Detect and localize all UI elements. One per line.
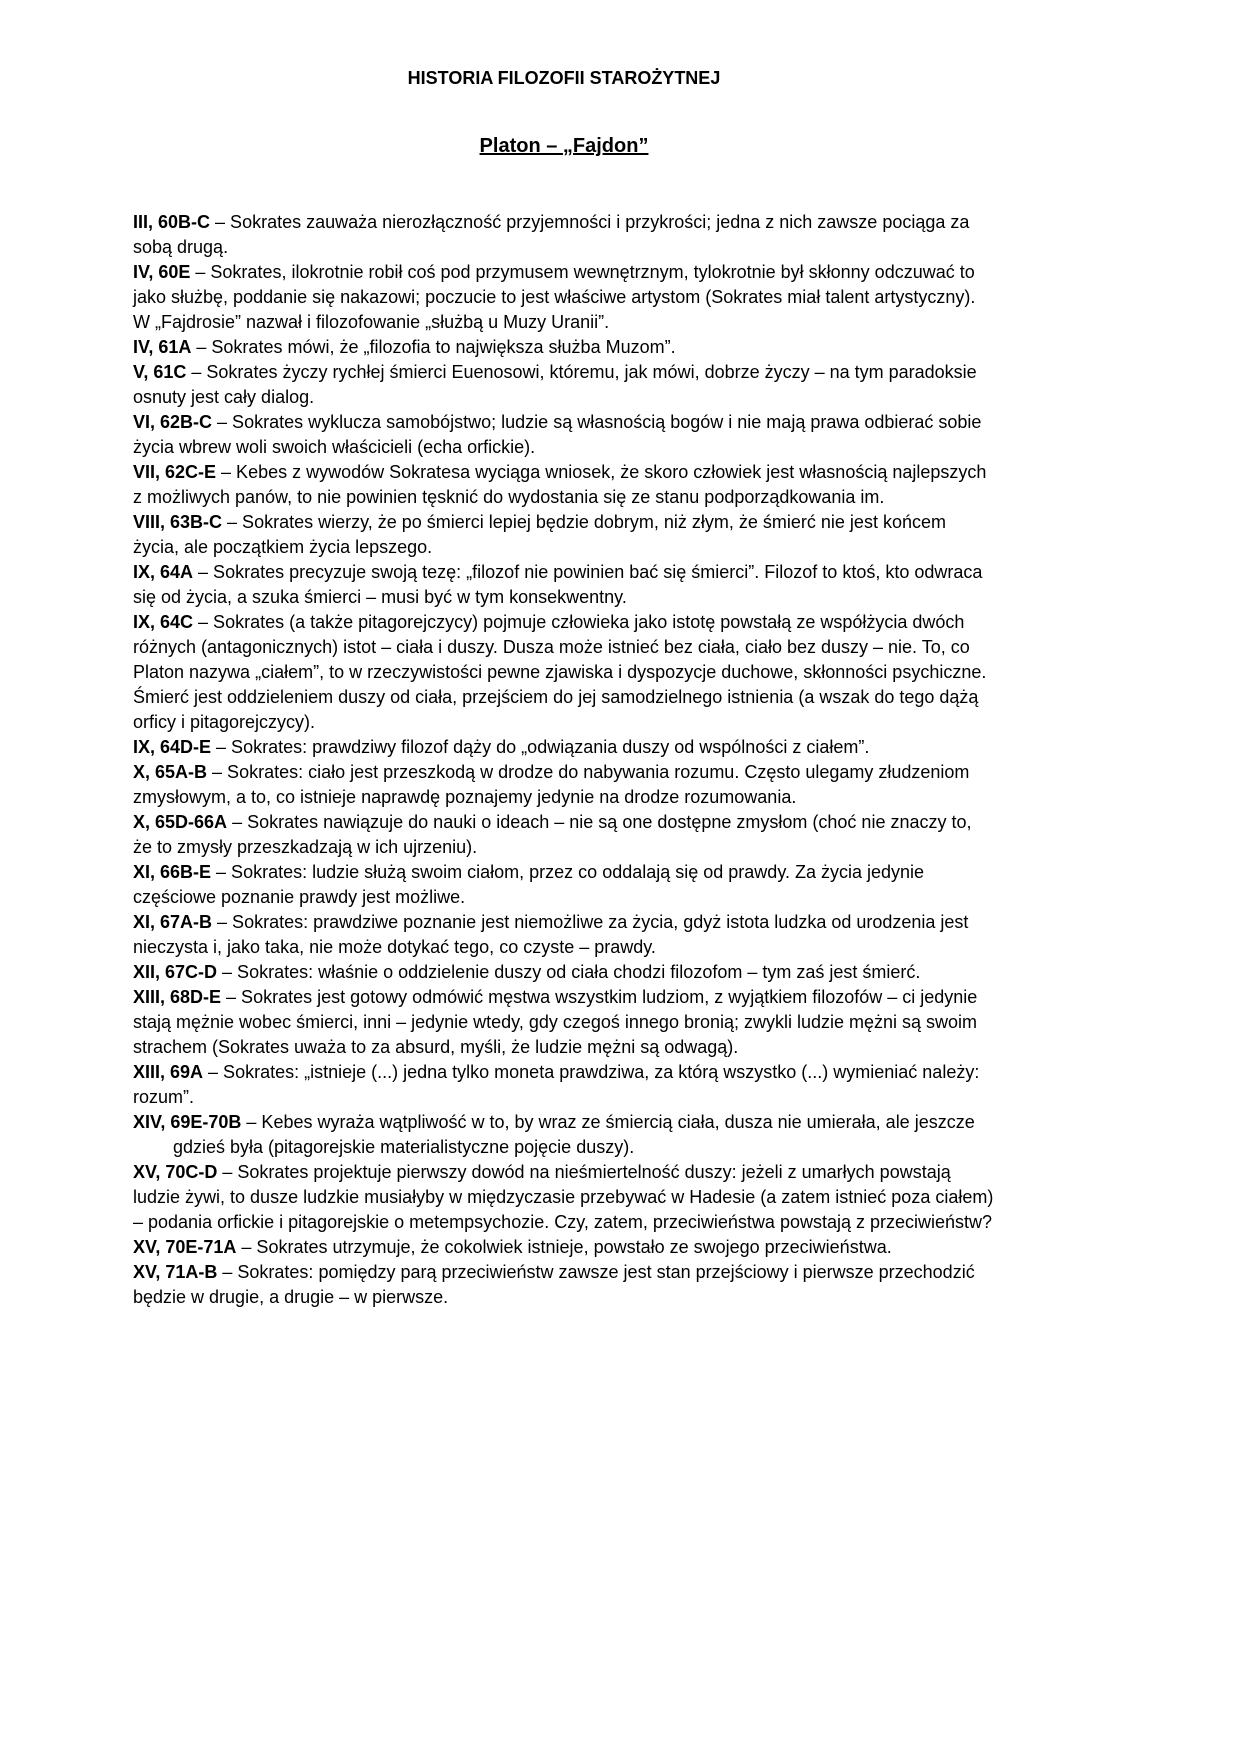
entry-ref: XIII, 69A <box>133 1062 204 1082</box>
entry-ref: VII, 62C-E <box>133 462 217 482</box>
entry-text: – Kebes wyraża wątpliwość w to, by wraz ze śmiercią ciała, dusza nie umierała, ale jeszcze gdzieś była (pitagorejskie materialistyczne pojęcie duszy). <box>173 1112 975 1157</box>
entry-ref: X, 65D-66A <box>133 812 228 832</box>
entry <box>133 260 995 335</box>
entry <box>133 760 995 810</box>
entry <box>133 1235 995 1260</box>
entry-ref: X, 65A-B <box>133 762 208 782</box>
entry-text: – Sokrates zauważa nierozłączność przyjemności i przykrości; jedna z nich zawsze pociąga za sobą drugą. <box>133 212 970 257</box>
document-header: HISTORIA FILOZOFII STAROŻYTNEJ <box>407 68 721 88</box>
entry <box>133 735 995 760</box>
entry-text: – Sokrates wierzy, że po śmierci lepiej będzie dobrym, niż złym, że śmierć nie jest końcem życia, ale początkiem życia lepszego. <box>133 512 946 557</box>
entry <box>133 810 995 860</box>
entry <box>133 1160 995 1235</box>
entry <box>133 560 995 610</box>
entry-ref: XV, 70C-D <box>133 1162 218 1182</box>
entry-text: – Kebes z wywodów Sokratesa wyciąga wniosek, że skoro człowiek jest własnością najlepszych z możliwych panów, to nie powinien tęsknić do wydostania się ze stanu podporządkowania im. <box>133 462 987 507</box>
entry <box>133 1260 995 1310</box>
entry <box>133 460 995 510</box>
entry-text: – Sokrates życzy rychłej śmierci Euenosowi, któremu, jak mówi, dobrze życzy – na tym paradoksie osnuty jest cały dialog. <box>133 362 977 407</box>
entry-ref: XI, 66B-E <box>133 862 212 882</box>
entry-text: – Sokrates (a także pitagorejczycy) pojmuje człowieka jako istotę powstałą ze współżycia dwóch różnych (antagonicznych) istot – ciała i duszy. Dusza może istnieć bez ciała, ciało bez duszy – nie. To, co Platon nazywa „ciałem”, to w rzeczywistości pewne zjawiska i dyspozycje duchowe, skłonności psychiczne. Śmierć jest oddzieleniem duszy od ciała, przejściem do jej samodzielnego istnienia (a wszak do tego dążą orficy i pitagorejczycy). <box>133 612 987 732</box>
entry <box>133 610 995 735</box>
entry-ref: IX, 64A <box>133 562 194 582</box>
entry-text: – Sokrates projektuje pierwszy dowód na nieśmiertelność duszy: jeżeli z umarłych powstają ludzie żywi, to dusze ludzkie musiałyby w międzyczasie przebywać w Hadesie (a zatem istnieć poza ciałem) – podania orfickie i pitagorejskie o metempsychozie. Czy, zatem, przeciwieństwa powstają z przeciwieństw? <box>133 1162 994 1232</box>
entry <box>133 210 995 260</box>
entry <box>133 510 995 560</box>
entry <box>133 335 995 360</box>
page-title: Platon – „Fajdon” <box>479 135 649 157</box>
entry-ref: III, 60B-C <box>133 212 211 232</box>
entry <box>133 960 995 985</box>
entry-text: – Sokrates wyklucza samobójstwo; ludzie są własnością bogów i nie mają prawa odbierać sobie życia wbrew woli swoich właścicieli (echa orfickie). <box>133 412 982 457</box>
entry-text: – Sokrates: ludzie służą swoim ciałom, przez co oddalają się od prawdy. Za życia jedynie częściowe poznanie prawdy jest możliwe. <box>133 862 925 907</box>
entry-text: – Sokrates: prawdziwe poznanie jest niemożliwe za życia, gdyż istota ludzka od urodzenia jest nieczysta i, jako taka, nie może dotykać tego, co czyste – prawdy. <box>133 912 969 957</box>
entry-ref: IX, 64D-E <box>133 737 212 757</box>
entry-ref: XI, 67A-B <box>133 912 213 932</box>
entry-ref: V, 61C <box>133 362 187 382</box>
entry-ref: IV, 60E <box>133 262 191 282</box>
entry-text: – Sokrates, ilokrotnie robił coś pod przymusem wewnętrznym, tylokrotnie był skłonny odczuwać to jako służbę, poddanie się nakazowi; poczucie to jest właściwe artystom (Sokrates miał talent artystyczny). W „Fajdrosie” nazwał i filozofowanie „służbą u Muzy Uranii”. <box>133 262 976 332</box>
entry-ref: XII, 67C-D <box>133 962 218 982</box>
entry-text: – Sokrates jest gotowy odmówić męstwa wszystkim ludziom, z wyjątkiem filozofów – ci jedynie stają mężnie wobec śmierci, inni – jedynie wtedy, gdy czegoś innego bronią; zwykli ludzie mężni są swoim strachem (Sokrates uważa to za absurd, myśli, że ludzie mężni są odwagą). <box>133 987 978 1057</box>
entry-ref: XV, 70E-71A <box>133 1237 237 1257</box>
entry-ref: IV, 61A <box>133 337 192 357</box>
entry-text: – Sokrates: pomiędzy parą przeciwieństw zawsze jest stan przejściowy i pierwsze przechodzić będzie w drugie, a drugie – w pierwsze. <box>133 1262 975 1307</box>
entry <box>133 410 995 460</box>
entry-ref: XV, 71A-B <box>133 1262 218 1282</box>
entry-text: – Sokrates utrzymuje, że cokolwiek istnieje, powstało ze swojego przeciwieństwa. <box>241 1237 892 1257</box>
entry-text: – Sokrates: właśnie o oddzielenie duszy od ciała chodzi filozofom – tym zaś jest śmierć. <box>222 962 921 982</box>
entry-text: – Sokrates: „istnieje (...) jedna tylko moneta prawdziwa, za którą wszystko (...) wymieniać należy: rozum”. <box>133 1062 980 1107</box>
entries-list <box>133 210 995 1310</box>
entry-text: – Sokrates: prawdziwy filozof dąży do „odwiązania duszy od wspólności z ciałem”. <box>216 737 870 757</box>
entry-ref: VIII, 63B-C <box>133 512 223 532</box>
entry-ref: XIV, 69E-70B <box>133 1112 242 1132</box>
entry-text: – Sokrates: ciało jest przeszkodą w drodze do nabywania rozumu. Często ulegamy złudzeniom zmysłowym, a to, co istnieje naprawdę poznajemy jedynie na drodze rozumowania. <box>133 762 970 807</box>
entry-text: – Sokrates precyzuje swoją tezę: „filozof nie powinien bać się śmierci”. Filozof to ktoś, kto odwraca się od życia, a szuka śmierci – musi być w tym konsekwentny. <box>133 562 983 607</box>
entry <box>133 985 995 1060</box>
entry-text: – Sokrates nawiązuje do nauki o ideach – nie są one dostępne zmysłom (choć nie znaczy to, że to zmysły przeszkadzają w ich ujrzeniu). <box>133 812 972 857</box>
entry <box>133 1060 995 1110</box>
entry-ref: VI, 62B-C <box>133 412 213 432</box>
entry-ref: IX, 64C <box>133 612 194 632</box>
entry <box>133 860 995 910</box>
entry-ref: XIII, 68D-E <box>133 987 222 1007</box>
entry <box>133 910 995 960</box>
entry <box>133 1110 995 1160</box>
entry-text: – Sokrates mówi, że „filozofia to największa służba Muzom”. <box>196 337 676 357</box>
entry <box>133 360 995 410</box>
